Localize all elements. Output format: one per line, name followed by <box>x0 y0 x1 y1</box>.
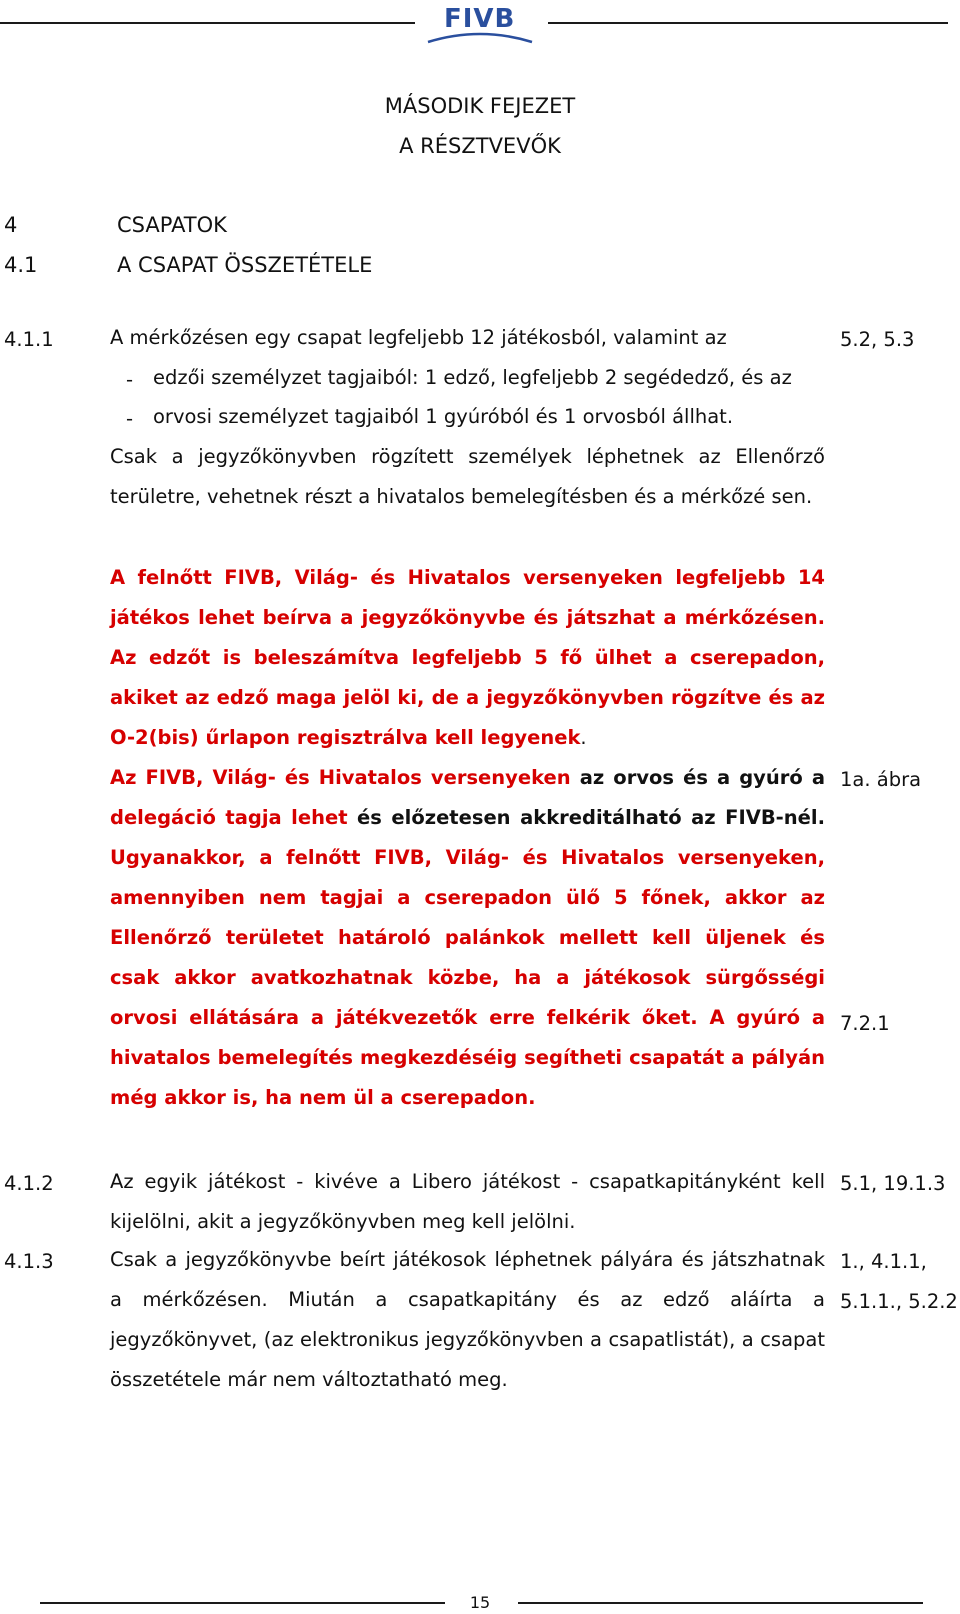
rule-4-1-1-para3-end: . <box>580 726 587 749</box>
rule-number-4-1-2: 4.1.2 <box>4 1172 54 1195</box>
section-title: CSAPATOK <box>117 213 227 237</box>
rule-number-4-1-3: 4.1.3 <box>4 1250 54 1273</box>
rule-4-1-1-bullet2: orvosi személyzet tagjaiból 1 gyúróból és 1 orvosból állhat. <box>153 405 734 428</box>
ref-5-1-1-5-2-2: 5.1.1., 5.2.2 <box>840 1290 958 1313</box>
rule-4-1-1-bullet1: edzői személyzet tagjaiból: 1 edző, legfeljebb 2 segédedző, és az <box>153 366 792 389</box>
ref-5-2-5-3: 5.2, 5.3 <box>840 328 915 351</box>
rule-4-1-1-para3 <box>110 558 825 758</box>
ref-1a-abra: 1a. ábra <box>840 768 922 791</box>
ref-1-4-1-1: 1., 4.1.1, <box>840 1250 927 1273</box>
bullet-dash-1: - <box>126 368 134 391</box>
chapter-label: MÁSODIK FEJEZET <box>384 94 576 118</box>
para4-red-b: delegáció tagja lehet <box>110 806 348 829</box>
logo-text: FIVB <box>444 4 516 34</box>
chapter-title: A RÉSZTVEVŐK <box>399 134 561 158</box>
para4-red-c: Ugyanakkor, a felnőtt FIVB, Világ- és Hivatalos versenyeken, amennyiben nem tagjai a cserepadon ülő 5 főnek, akkor az Ellenőrző területet határoló palánkok mellett kell üljenek és csak akkor avatkozhatnak közbe, ha a játékosok sürgősségi orvosi ellátására a játékvezetők erre felkérik őket. A gyúró a hivatalos bemelegítés megkezdéséig segítheti csapatát a pályán még akkor is, ha nem ül a cserepadon. <box>110 846 825 1109</box>
header-rule-left <box>0 22 415 24</box>
subsection-title: A CSAPAT ÖSSZETÉTELE <box>117 253 373 277</box>
rule-4-1-1-para3-red: A felnőtt FIVB, Világ- és Hivatalos versenyeken legfeljebb 14 játékos lehet beírva a jegyzőkönyvbe és játszhat a mérkőzésen. Az edzőt is beleszámítva legfeljebb 5 fő ülhet a cserepadon, akiket az edző maga jelöl ki, de a jegyzőkönyvben rögzítve és az O-2(bis) űrlapon regisztrálva kell legyenek <box>110 566 825 749</box>
rule-4-1-1-para2: Csak a jegyzőkönyvben rögzített személyek léphetnek az Ellenőrző területre, vehetnek részt a hivatalos bemelegítésben és a mérkőzé sen. <box>110 445 825 508</box>
rule-4-1-1-line1: A mérkőzésen egy csapat legfeljebb 12 játékosból, valamint az <box>110 326 727 349</box>
section-number: 4 <box>4 213 18 237</box>
fivb-logo <box>420 2 540 46</box>
ref-7-2-1: 7.2.1 <box>840 1012 890 1035</box>
subsection-number: 4.1 <box>4 253 38 277</box>
bullet-dash-2: - <box>126 407 134 430</box>
rule-4-1-3-text: Csak a jegyzőkönyvbe beírt játékosok léphetnek pályára és játszhatnak a mérkőzésen. Miután a csapatkapitány és az edző aláírta a jegyzőkönyvet, (az elektronikus jegyzőkönyvben a csapatlistát), a csapat összetétele már nem változtatható meg. <box>110 1248 825 1391</box>
rule-4-1-2-text: Az egyik játékost - kivéve a Libero játékost - csapatkapitányként kell kijelölni, akit a jegyzőkönyvben meg kell jelölni. <box>110 1170 825 1233</box>
rule-number-4-1-1: 4.1.1 <box>4 328 54 351</box>
logo-swoosh-icon <box>420 28 540 46</box>
ref-5-1-19-1-3: 5.1, 19.1.3 <box>840 1172 946 1195</box>
para4-black-b: és előzetesen akkreditálható az FIVB-nél. <box>347 806 825 829</box>
para4-black-a: az orvos és a gyúró a <box>570 766 826 789</box>
para4-red-a: Az FIVB, Világ- és Hivatalos versenyeken <box>110 766 571 789</box>
page-number: 15 <box>469 1593 491 1612</box>
header-rule-right <box>548 22 948 24</box>
rule-4-1-1-para4 <box>110 758 825 1118</box>
